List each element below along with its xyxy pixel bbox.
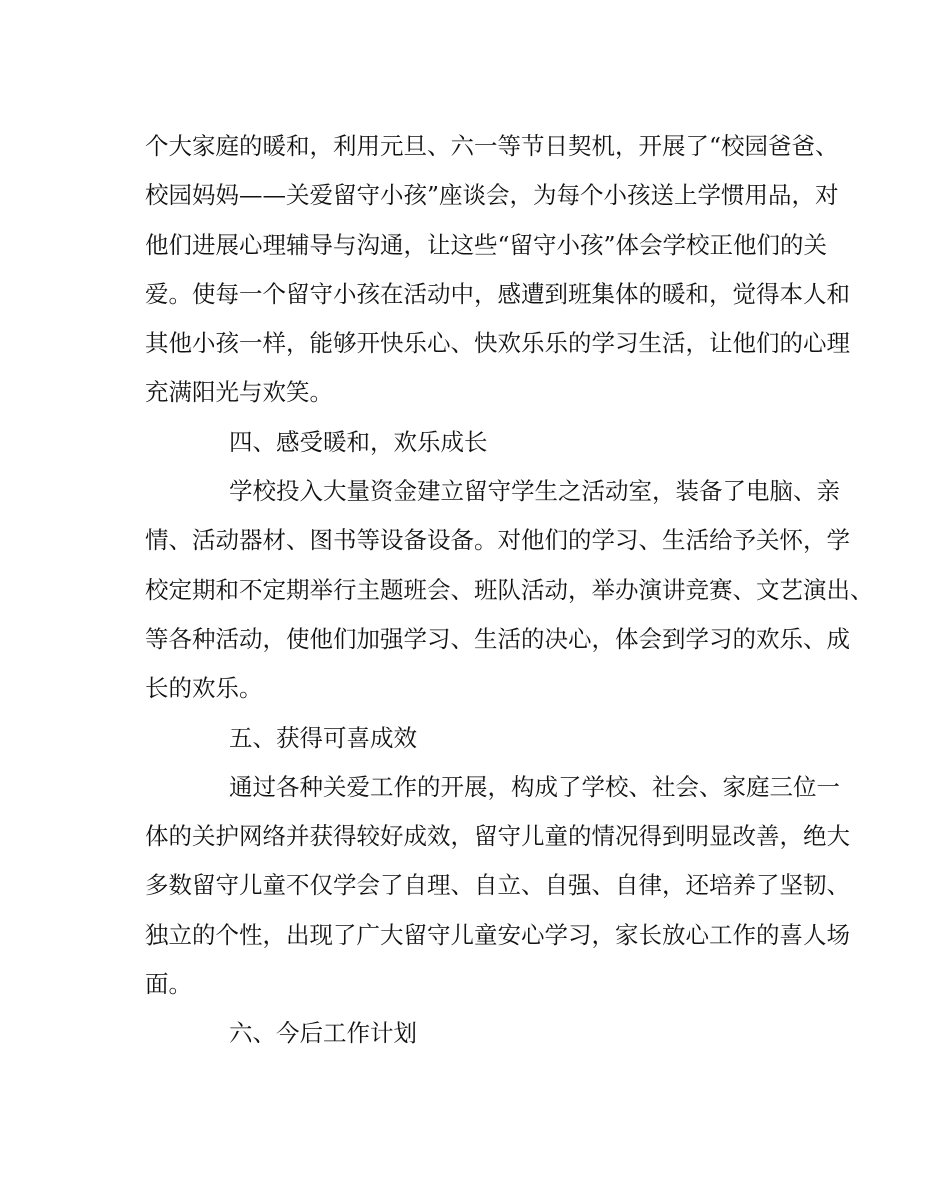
paragraph-line: 校定期和不定期举行主题班会、班队活动，举办演讲竞赛、文艺演出、 [145, 575, 874, 604]
paragraph-line: 他们进展心理辅导与沟通，让这些“留守小孩”体会学校正他们的关 [145, 230, 828, 259]
paragraph-line: 多数留守儿童不仅学会了自理、自立、自强、自律，还培养了坚韧、 [145, 871, 850, 900]
body-text [145, 122, 874, 1059]
paragraph-line: 情、活动器材、图书等设备设备。对他们的学习、生活给予关怀，学 [145, 526, 850, 555]
paragraph-line: 校园妈妈——关爱留守小孩”座谈会，为每个小孩送上学惯用品，对 [145, 181, 839, 210]
paragraph-line: 学校投入大量资金建立留守学生之活动室，装备了电脑、亲 [229, 477, 840, 506]
paragraph-line: 体的关护网络并获得较好成效，留守儿童的情况得到明显改善，绝大 [145, 822, 850, 851]
paragraph-line: 爱。使每一个留守小孩在活动中，感遭到班集体的暖和，觉得本人和 [145, 279, 850, 308]
paragraph-line: 通过各种关爱工作的开展，构成了学校、社会、家庭三位一 [229, 772, 840, 801]
paragraph-line: 充满阳光与欢笑。 [145, 378, 333, 407]
paragraph-line: 长的欢乐。 [145, 674, 263, 703]
paragraph-line: 个大家庭的暖和，利用元旦、六一等节日契机，开展了“校园爸爸、 [145, 132, 839, 160]
paragraph-line: 其他小孩一样，能够开快乐心、快欢乐乐的学习生活，让他们的心理 [145, 329, 850, 358]
paragraph-line: 等各种活动，使他们加强学习、生活的决心，体会到学习的欢乐、成 [145, 624, 850, 653]
section-heading: 四、感受暖和，欢乐成长 [229, 427, 488, 456]
paragraph-line: 面。 [145, 970, 192, 999]
section-heading: 六、今后工作计划 [229, 1019, 417, 1048]
paragraph-line: 独立的个性，出现了广大留守儿童安心学习，家长放心工作的喜人场 [145, 920, 850, 949]
section-heading: 五、获得可喜成效 [229, 723, 417, 752]
